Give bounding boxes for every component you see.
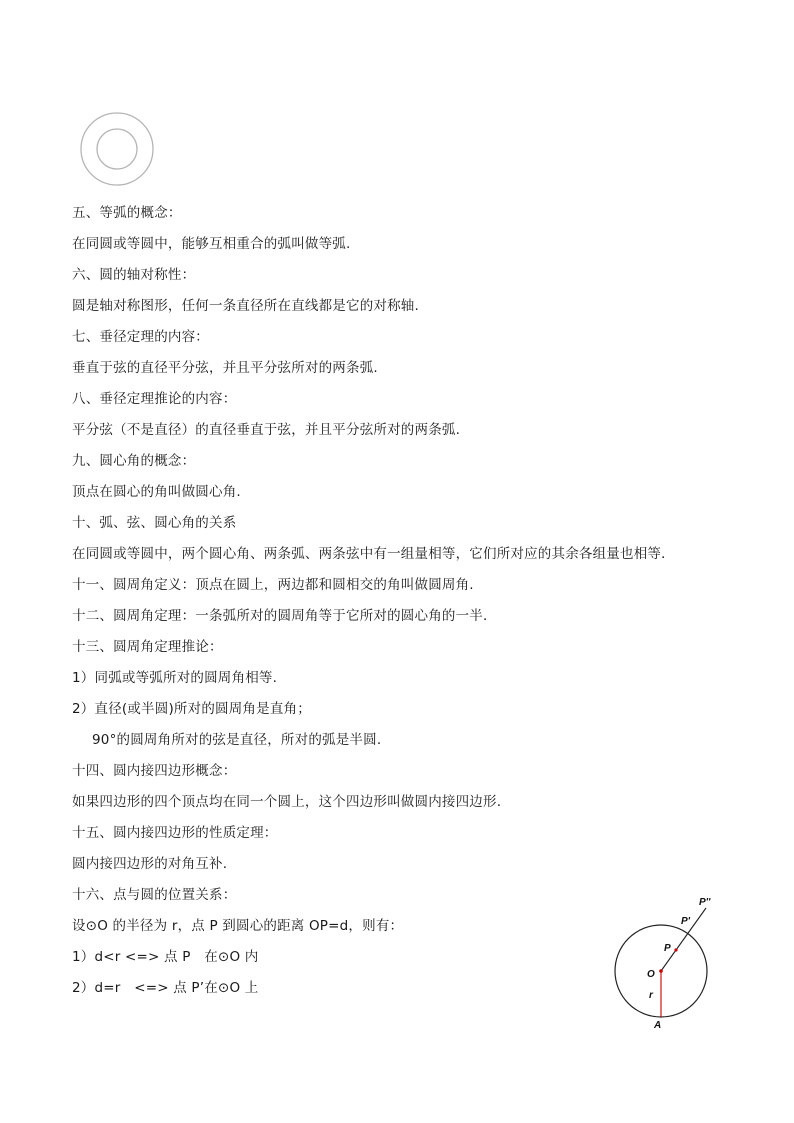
text-point-inside: 1）d<r <=> 点 P 在⊙O 内: [72, 949, 259, 965]
concentric-circles-figure: [78, 110, 156, 188]
heading-axial-symmetry: 六、圆的轴对称性：: [72, 267, 196, 283]
text-corollary-1: 1）同弧或等弧所对的圆周角相等.: [72, 670, 278, 686]
text-axial-symmetry: 圆是轴对称图形，任何一条直径所在直线都是它的对称轴.: [72, 298, 419, 314]
label-o: O: [647, 969, 655, 980]
label-a: A: [654, 1020, 662, 1031]
center-point: [659, 969, 663, 973]
text-inscribed-angle-theorem: 十二、圆周角定理：一条弧所对的圆周角等于它所对的圆心角的一半．: [72, 608, 497, 624]
label-p-prime: P': [681, 916, 691, 927]
label-p-double-prime: P'': [699, 897, 711, 908]
heading-central-angle: 九、圆心角的概念：: [72, 453, 196, 469]
label-p: P: [664, 943, 671, 954]
heading-arc-chord-relation: 十、弧、弦、圆心角的关系: [72, 515, 237, 531]
point-circle-figure: [608, 893, 728, 1033]
text-equal-arc: 在同圆或等圆中，能够互相重合的弧叫做等弧.: [72, 236, 351, 252]
heading-perpendicular-diameter: 七、垂径定理的内容：: [72, 329, 209, 345]
text-perpendicular-corollary: 平分弦（不是直径）的直径垂直于弦，并且平分弦所对的两条弧.: [72, 422, 461, 438]
text-central-angle: 顶点在圆心的角叫做圆心角.: [72, 484, 241, 500]
heading-inscribed-corollary: 十三、圆周角定理推论：: [72, 639, 223, 655]
text-cyclic-quad: 如果四边形的四个顶点均在同一个圆上，这个四边形叫做圆内接四边形.: [72, 794, 502, 810]
heading-perpendicular-corollary: 八、垂径定理推论的内容：: [72, 391, 237, 407]
text-corollary-2-cont: 90°的圆周角所对的弦是直径，所对的弧是半圆.: [92, 732, 382, 748]
text-point-on: 2）d=r <=> 点 P’在⊙O 上: [72, 980, 259, 996]
heading-cyclic-quad-property: 十五、圆内接四边形的性质定理：: [72, 825, 278, 841]
point-p: [674, 948, 677, 951]
text-point-circle-setup: 设⊙O 的半径为 r，点 P 到圆心的距离 OP=d，则有：: [72, 918, 404, 934]
text-perpendicular-diameter: 垂直于弦的直径平分弦，并且平分弦所对的两条弧.: [72, 360, 378, 376]
text-arc-chord-relation: 在同圆或等圆中，两个圆心角、两条弧、两条弦中有一组量相等，它们所对应的其余各组量也相等．: [72, 546, 675, 562]
text-inscribed-angle-def: 十一、圆周角定义：顶点在圆上，两边都和圆相交的角叫做圆周角.: [72, 577, 474, 593]
heading-equal-arc: 五、等弧的概念：: [72, 205, 182, 221]
label-r: r: [649, 990, 653, 1001]
heading-point-circle: 十六、点与圆的位置关系：: [72, 887, 237, 903]
text-cyclic-quad-property: 圆内接四边形的对角互补.: [72, 856, 228, 872]
heading-cyclic-quad: 十四、圆内接四边形概念：: [72, 763, 237, 779]
text-corollary-2: 2）直径(或半圆)所对的圆周角是直角；: [72, 701, 311, 717]
